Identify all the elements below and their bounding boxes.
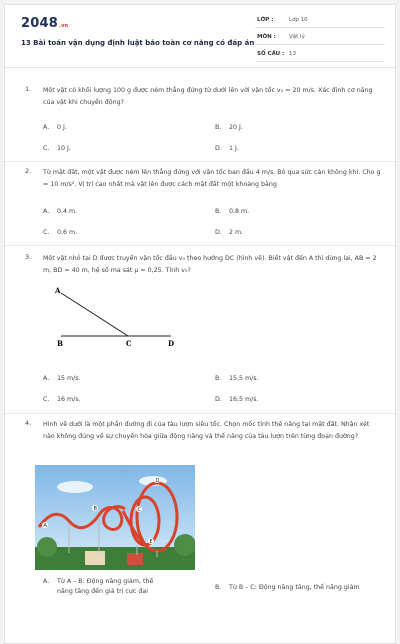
meta-info	[255, 14, 385, 65]
photo-label-a: A	[43, 523, 47, 529]
building	[127, 553, 143, 565]
question-1	[21, 85, 383, 165]
option-b[interactable]: B. 15,5 m/s.	[215, 375, 259, 382]
trees	[35, 547, 195, 570]
question-number: 2.	[25, 167, 32, 175]
point-a-label: A	[55, 286, 61, 295]
option-a[interactable]: A. 0,4 m.	[43, 208, 78, 215]
meta-row-count	[255, 48, 385, 62]
question-text: Một vật nhỏ tại D được truyền vận tốc đầu v₀ theo hướng DC (hình vẽ). Biết vật đến A thì dừng lại, AB = 2 m, BD = 40 m, hệ số ma sát μ = 0,25. Tính v₀?	[43, 255, 377, 274]
question-2	[21, 167, 383, 247]
option-b[interactable]: B. Từ B – C: Động năng tăng, thế năng giảm	[215, 584, 360, 591]
meta-row-subject	[255, 31, 385, 45]
option-d[interactable]: D. 1 J.	[215, 145, 239, 152]
option-c[interactable]: C. 16 m/s.	[43, 396, 81, 403]
roller-coaster-photo	[35, 465, 195, 570]
option-a[interactable]: A. 0 J.	[43, 124, 67, 131]
incline-line	[61, 293, 128, 336]
question-3	[21, 253, 383, 413]
point-b-label: B	[57, 339, 63, 347]
point-c-label: C	[126, 339, 132, 347]
question-number: 3.	[25, 253, 32, 261]
meta-value: Vật lý	[289, 34, 305, 40]
document-title: 13 Bài toán vận dụng định luật bảo toàn cơ năng có đáp án	[21, 39, 255, 47]
option-a[interactable]: A. 15 m/s.	[43, 375, 81, 382]
point-d-label: D	[168, 339, 175, 347]
option-a[interactable]: A. Từ A – B: Động năng giảm, thế năng tăng đến giá trị cực đại	[43, 578, 154, 595]
meta-key: MÔN :	[257, 34, 276, 40]
incline-diagram	[41, 283, 201, 347]
meta-value: 13	[289, 51, 296, 57]
option-b[interactable]: B. 0,8 m.	[215, 208, 250, 215]
question-text: Từ mặt đất, một vật được ném lên thẳng đứng với vận tốc ban đầu 4 m/s. Bỏ qua sức cản không khí. Cho g = 10 m/s². Vị trí cao nhất mà vật lên được cách mặt đất một khoảng bằng	[43, 169, 381, 188]
worksheet-page	[4, 4, 396, 644]
meta-key: SỐ CÂU :	[257, 51, 285, 57]
option-d[interactable]: D. 16,5 m/s.	[215, 396, 259, 403]
meta-value: Lớp 10	[289, 17, 308, 23]
question-number: 1.	[25, 85, 32, 93]
option-b[interactable]: B. 20 J.	[215, 124, 243, 131]
option-c[interactable]: C. 0,6 m.	[43, 229, 78, 236]
tree	[174, 534, 195, 556]
divider	[5, 161, 396, 162]
tree	[37, 537, 57, 557]
meta-key: LỚP :	[257, 17, 274, 23]
photo-label-d: D	[155, 478, 160, 484]
option-d[interactable]: D. 2 m.	[215, 229, 244, 236]
question-number: 4.	[25, 419, 32, 427]
question-text: Hình vẽ dưới là một phần đường đi của tàu lượn siêu tốc. Chọn mốc tính thế năng tại mặt đất. Nhận xét nào không đúng về sự chuyển hóa giữa động năng và thế năng của tàu lượn trên từng đoạn đường?	[43, 421, 370, 440]
cloud	[57, 481, 93, 493]
option-c[interactable]: C. 10 J.	[43, 145, 71, 152]
meta-row-class	[255, 14, 385, 28]
divider	[5, 413, 396, 414]
photo-label-b: B	[93, 506, 97, 512]
photo-label-e: E	[149, 539, 153, 545]
photo-label-c: C	[137, 507, 141, 513]
question-text: Một vật có khối lượng 100 g được ném thẳng đứng từ dưới lên với vận tốc v₀ = 20 m/s. Xác định cơ năng của vật khi chuyển động?	[43, 87, 373, 106]
divider	[5, 245, 396, 246]
building	[85, 551, 105, 565]
site-logo[interactable]: 2048.vn	[21, 16, 69, 31]
page-header	[5, 5, 395, 68]
